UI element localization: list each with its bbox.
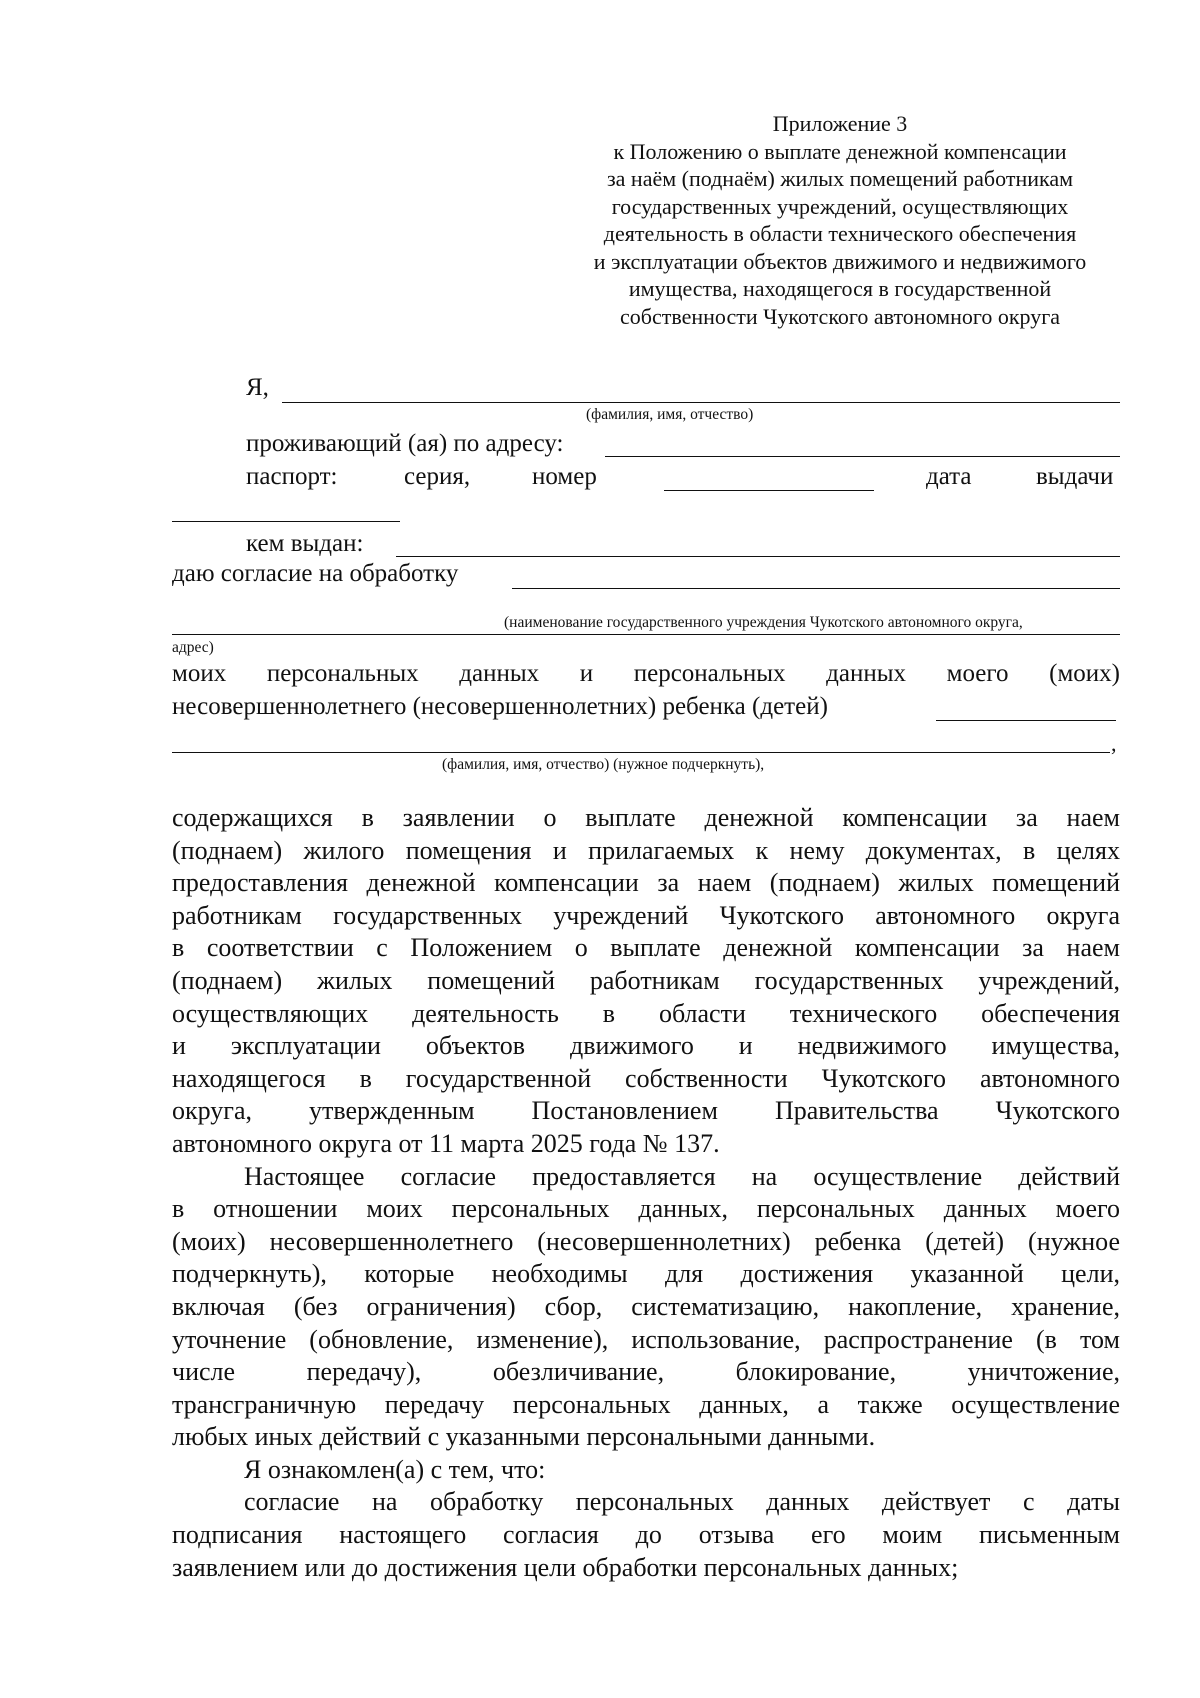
institution-field-2[interactable]: [172, 634, 1120, 635]
appendix-line: и эксплуатации объектов движимого и недвижимого: [593, 248, 1087, 274]
body-line: числе передачу), обезличивание, блокирование, уничтожение,: [172, 1357, 1120, 1387]
institution-field[interactable]: [512, 588, 1120, 589]
personal-data-line: [172, 658, 1120, 690]
word: данных: [459, 660, 540, 687]
body-line: Настоящее согласие предоставляется на осуществление действий: [244, 1161, 1120, 1191]
address-label: проживающий (ая) по адресу:: [246, 430, 564, 457]
children-caption: (фамилия, имя, отчество) (нужное подчеркнуть),: [442, 756, 765, 773]
body-line: подписания настоящего согласия до отзыва его моим письменным: [172, 1520, 1120, 1550]
appendix-line: за наём (поднаём) жилых помещений работникам: [606, 166, 1074, 191]
fio-caption: (фамилия, имя, отчество): [586, 406, 754, 423]
i-label: Я,: [246, 374, 269, 401]
institution-caption-address: адрес): [172, 639, 214, 656]
body-line: предоставления денежной компенсации за наем (поднаем) жилых помещений: [172, 868, 1120, 898]
body-line: в отношении моих персональных данных, персональных данных моего: [172, 1194, 1120, 1224]
body-line: осуществляющих деятельность в области технического обеспечения: [172, 998, 1120, 1028]
consent-label: даю согласие на обработку: [172, 560, 459, 587]
body-line: округа, утвержденным Постановлением Правительства Чукотского: [172, 1096, 1120, 1126]
body-line: в соответствии с Положением о выплате денежной компенсации за наем: [172, 933, 1120, 963]
word: моего: [946, 660, 1009, 687]
body-line: заявлением или до достижения цели обработки персональных данных;: [172, 1552, 959, 1582]
issue-date-label: дата: [926, 463, 972, 490]
passport-series-label: серия,: [404, 463, 471, 490]
body-line: включая (без ограничения) сбор, систематизацию, накопление, хранение,: [172, 1291, 1120, 1321]
word: (моих): [1049, 660, 1120, 687]
body-line: (поднаем) жилого помещения и прилагаемых к нему документах, в целях: [172, 835, 1120, 865]
body-line: находящегося в государственной собственности Чукотского автономного: [172, 1063, 1120, 1093]
comma: ,: [1111, 731, 1117, 756]
body-line: содержащихся в заявлении о выплате денежной компенсации за наем: [172, 803, 1120, 832]
body-line: (моих) несовершеннолетнего (несовершеннолетних) ребенка (детей) (нужное: [172, 1226, 1120, 1256]
fio-field[interactable]: [282, 402, 1120, 403]
passport-label: паспорт:: [246, 463, 338, 490]
body-line: трансграничную передачу персональных данных, а также осуществление: [172, 1389, 1120, 1419]
body-line: уточнение (обновление, изменение), использование, распространение (в том: [172, 1324, 1120, 1354]
appendix-line: государственных учреждений, осуществляющих: [611, 193, 1069, 219]
word: данных: [826, 660, 907, 687]
word: персональных: [633, 660, 786, 687]
address-field[interactable]: [605, 456, 1120, 457]
body-line: подчеркнуть), которые необходимы для достижения указанной цели,: [172, 1259, 1120, 1289]
institution-caption: (наименование государственного учреждения Чукотского автономного округа,: [504, 614, 1023, 631]
body-line: (поднаем) жилых помещений работникам государственных учреждений,: [172, 965, 1120, 995]
issue-date-field[interactable]: [172, 521, 400, 522]
appendix-title: Приложение 3: [772, 111, 908, 136]
consent-body: [172, 802, 1120, 1584]
issued-by-label: кем выдан:: [246, 530, 364, 557]
passport-number-label: номер: [532, 463, 597, 490]
passport-number-field[interactable]: [664, 490, 874, 491]
children-field[interactable]: [936, 720, 1116, 721]
appendix-line: собственности Чукотского автономного округа: [619, 303, 1061, 329]
children-field-2[interactable]: [172, 752, 1110, 753]
word: персональных: [266, 660, 419, 687]
issue-date-label-2: выдачи: [1036, 463, 1114, 490]
issued-by-field[interactable]: [396, 556, 1120, 557]
body-line: согласие на обработку персональных данных действует с даты: [244, 1487, 1120, 1517]
body-line: автономного округа от 11 марта 2025 года № 137.: [172, 1128, 720, 1158]
appendix-line: деятельность в области технического обеспечения: [603, 221, 1077, 246]
body-line: работникам государственных учреждений Чукотского автономного округа: [172, 900, 1120, 930]
body-line: любых иных действий с указанными персональными данными.: [172, 1422, 876, 1452]
appendix-line: имущества, находящегося в государственной: [628, 276, 1052, 301]
word: и: [579, 660, 594, 687]
body-line: и эксплуатации объектов движимого и недвижимого имущества,: [172, 1031, 1120, 1061]
body-line: Я ознакомлен(а) с тем, что:: [244, 1454, 546, 1484]
appendix-header: [560, 110, 1120, 330]
minor-line: несовершеннолетнего (несовершеннолетних) ребенка (детей): [172, 693, 828, 720]
word: моих: [172, 660, 227, 687]
appendix-line: к Положению о выплате денежной компенсации: [613, 138, 1067, 164]
